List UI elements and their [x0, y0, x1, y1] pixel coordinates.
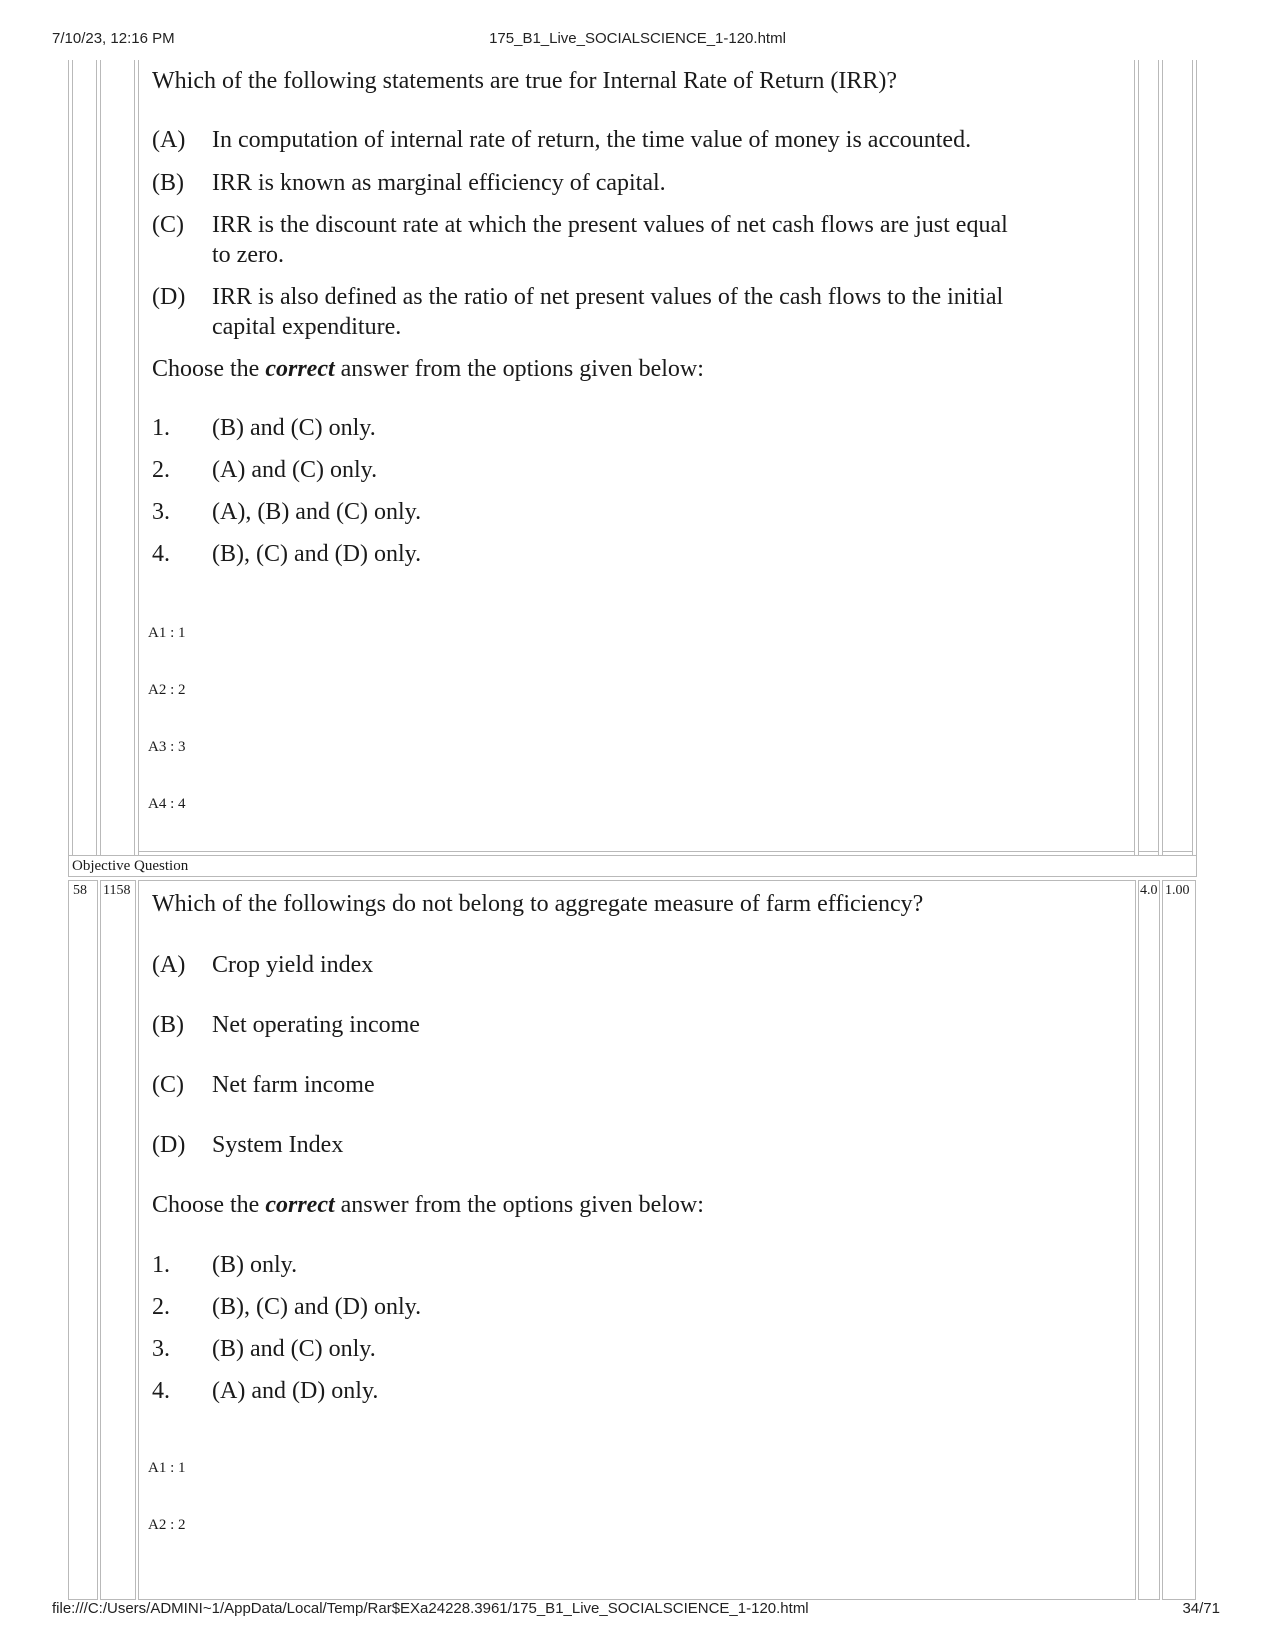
answer-text: (B), (C) and (D) only. [212, 541, 422, 567]
answer-number: 3. [152, 1336, 170, 1362]
statement-text: IRR is known as marginal efficiency of capital. [212, 170, 666, 196]
answer-text: (B) and (C) only. [212, 1336, 376, 1362]
statement-text: Net operating income [212, 1012, 420, 1038]
answer-number: 4. [152, 1378, 170, 1404]
statement-label: (D) [152, 1132, 186, 1158]
print-file-path: file:///C:/Users/ADMINI~1/AppData/Local/Temp/Rar$EXa24228.3961/175_B1_Live_SOCIALSCIENCE_1-120.html [52, 1600, 809, 1617]
print-date: 7/10/23, 12:16 PM [52, 30, 175, 47]
answer-number: 4. [152, 541, 170, 567]
answer-key: A1 : 1 [148, 625, 186, 641]
answer-text: (A) and (C) only. [212, 457, 378, 483]
statement-text: Net farm income [212, 1072, 375, 1098]
answer-key: A3 : 3 [148, 739, 186, 755]
question-negative-marks: 1.00 [1165, 883, 1190, 898]
statement-d [152, 282, 1082, 342]
answer-number: 1. [152, 1252, 170, 1278]
statement-text: IRR is also defined as the ratio of net present values of the cash flows to the initial capital expenditure. [212, 284, 1004, 340]
statement-label: (B) [152, 1012, 184, 1038]
answer-key: A2 : 2 [148, 1517, 186, 1533]
statement-text: Crop yield index [212, 952, 374, 978]
question-text: Which of the followings do not belong to aggregate measure of farm efficiency? [152, 891, 924, 917]
answer-text: (B) and (C) only. [212, 415, 376, 441]
statement-text: In computation of internal rate of return, the time value of money is accounted. [212, 127, 972, 153]
question-type-label: Objective Question [72, 858, 189, 874]
statement-label: (C) [152, 212, 184, 238]
answer-number: 2. [152, 457, 170, 483]
print-page-number: 34/71 [1182, 1600, 1220, 1617]
answer-number: 3. [152, 499, 170, 525]
statement-a [152, 125, 1082, 155]
choose-instruction: Choose the correct answer from the options given below: [152, 356, 704, 382]
statement-text: System Index [212, 1132, 344, 1158]
answer-key: A4 : 4 [148, 796, 186, 812]
statement-text: IRR is the discount rate at which the present values of net cash flows are just equal to zero. [212, 212, 1008, 268]
statement-b [152, 168, 1082, 198]
question-serial: 58 [73, 883, 87, 898]
answer-key: A2 : 2 [148, 682, 186, 698]
answer-text: (A) and (D) only. [212, 1378, 379, 1404]
answer-text: (B), (C) and (D) only. [212, 1294, 422, 1320]
answer-number: 2. [152, 1294, 170, 1320]
statement-label: (B) [152, 170, 184, 196]
choose-instruction: Choose the correct answer from the options given below: [152, 1192, 704, 1218]
statement-label: (C) [152, 1072, 184, 1098]
answer-text: (A), (B) and (C) only. [212, 499, 422, 525]
answer-number: 1. [152, 415, 170, 441]
answer-key: A1 : 1 [148, 1460, 186, 1476]
statement-label: (A) [152, 952, 186, 978]
print-title: 175_B1_Live_SOCIALSCIENCE_1-120.html [489, 30, 786, 47]
statement-c [152, 210, 1082, 270]
answer-text: (B) only. [212, 1252, 298, 1278]
statement-label: (A) [152, 127, 186, 153]
question-id: 1158 [103, 883, 131, 898]
question-text: Which of the following statements are true for Internal Rate of Return (IRR)? [152, 68, 898, 94]
question-marks: 4.0 [1140, 883, 1158, 898]
statement-label: (D) [152, 284, 186, 310]
